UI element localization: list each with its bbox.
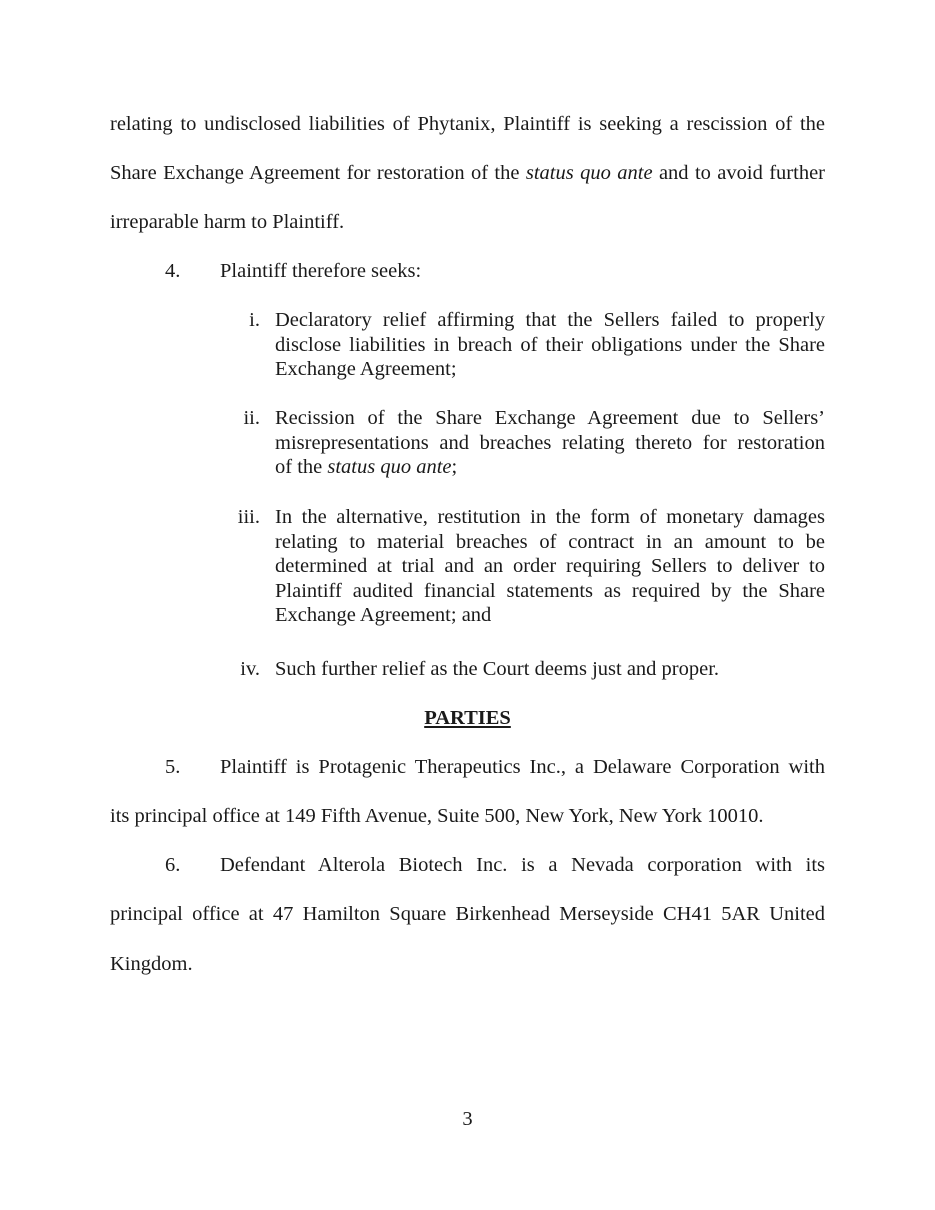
relief-item-ii-line-3 (275, 455, 825, 480)
relief-item-iv-line-1: Such further relief as the Court deems just and proper. (275, 658, 720, 680)
relief-item-iv-numeral: iv. (240, 658, 260, 680)
relief-item-iii-line-4: Plaintiff audited financial statements as required by the Share (275, 579, 825, 602)
relief-item-i-line-3: Exchange Agreement; (275, 358, 457, 380)
relief-item-ii-last-after: ; (451, 456, 458, 478)
relief-item-iii-line-5: Exchange Agreement; and (275, 604, 492, 626)
relief-item-i-line-1: Declaratory relief affirming that the Sellers failed to properly (275, 309, 825, 331)
relief-item-ii-last-before: of the (275, 456, 328, 478)
parties-heading: PARTIES (424, 707, 511, 729)
relief-item-i (275, 308, 825, 382)
paragraph-6-line-2: principal office at 47 Hamilton Square Birkenhead Merseyside CH41 5AR United (110, 903, 825, 925)
relief-item-iv (275, 657, 825, 682)
intro-line-1: relating to undisclosed liabilities of Phytanix, Plaintiff is seeking a rescission of the (110, 113, 825, 135)
paragraph-5-line-1: Plaintiff is Protagenic Therapeutics Inc., a Delaware Corporation with (220, 756, 825, 778)
paragraph-6-number: 6. (165, 854, 181, 876)
relief-item-iii (275, 505, 825, 628)
relief-item-iii-numeral: iii. (237, 506, 260, 528)
paragraph-6-line-3: Kingdom. (110, 953, 193, 975)
relief-item-iii-line-2: relating to material breaches of contract in an amount to be (275, 530, 825, 553)
relief-item-ii-italic-status-quo-ante: status quo ante (327, 456, 452, 478)
relief-item-iii-line-1: In the alternative, restitution in the form of monetary damages (275, 506, 825, 528)
paragraph-5-number: 5. (165, 756, 181, 778)
paragraph-4-text: Plaintiff therefore seeks: (220, 260, 422, 282)
paragraph-5-line-2: its principal office at 149 Fifth Avenue, Suite 500, New York, New York 10010. (110, 805, 764, 827)
relief-item-ii (275, 406, 825, 480)
paragraph-6-line-1: Defendant Alterola Biotech Inc. is a Nevada corporation with its (220, 854, 825, 876)
intro-line-2-before: Share Exchange Agreement for restoration of the (110, 162, 526, 184)
relief-item-i-numeral: i. (249, 309, 260, 331)
relief-item-ii-line-2: misrepresentations and breaches relating thereto for restoration (275, 431, 825, 454)
relief-item-i-line-2: disclose liabilities in breach of their obligations under the Share (275, 333, 825, 356)
intro-line-3: irreparable harm to Plaintiff. (110, 211, 345, 233)
intro-line-2 (110, 161, 825, 185)
relief-item-ii-numeral: ii. (243, 407, 260, 429)
intro-line-2-after: and to avoid further (652, 162, 825, 184)
page-number: 3 (462, 1108, 473, 1130)
relief-item-iii-line-3: determined at trial and an order requiring Sellers to deliver to (275, 555, 825, 577)
intro-italic-status-quo-ante: status quo ante (525, 162, 653, 184)
relief-item-ii-line-1: Recission of the Share Exchange Agreement due to Sellers’ (275, 407, 825, 429)
paragraph-4-number: 4. (165, 260, 181, 282)
